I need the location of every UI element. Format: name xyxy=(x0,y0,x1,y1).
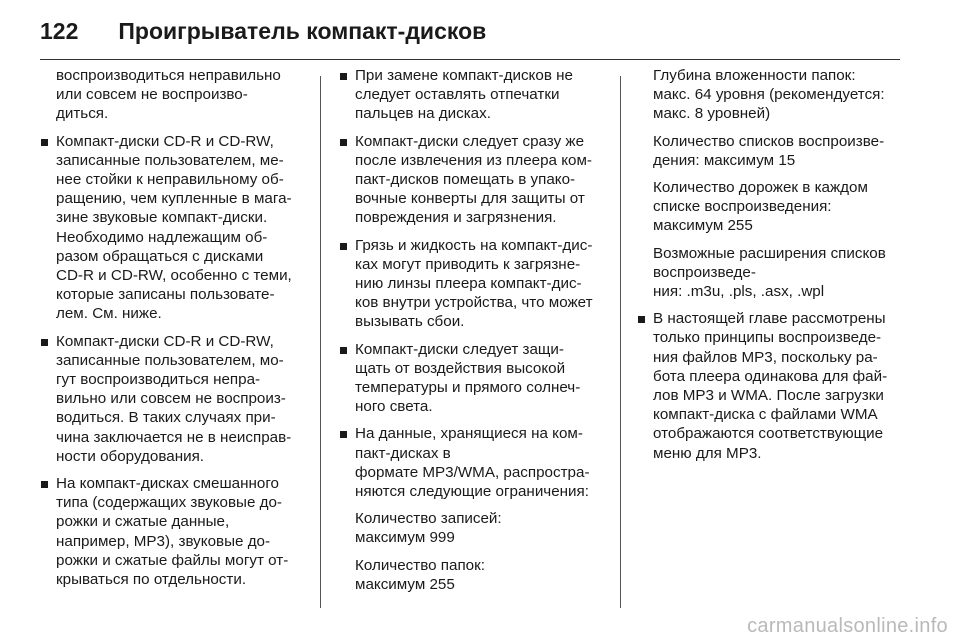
list-item: Компакт-диски следует сразу же после извлечения из плеера ком- пакт-дисков помещать в упако- вочные конверты для защиты от повреждения и загрязнения. xyxy=(339,132,595,228)
column-3 xyxy=(637,66,893,471)
limit-tracks-per-playlist: Количество дорожек в каждом списке воспроизведения: максимум 255 xyxy=(653,179,868,235)
list-item: На компакт-дисках смешанного типа (содержащих звуковые до- рожки и сжатые данные, например, MP3), звуковые до- рожки и сжатые файлы могут от- крываться по отдельности. xyxy=(40,474,296,589)
header-rule xyxy=(40,59,900,60)
page-number: 122 xyxy=(40,17,79,44)
page-header xyxy=(40,14,486,48)
list-item: Компакт-диски CD-R и CD-RW, записанные пользователем, ме- нее стойки к неправильному об- ращению, чем купленные в мага- зине звуковые компакт-диски. Необходимо надлежащим об- разом обращаться с дисками CD-R и CD-RW, особенно с теми, которые записаны пользовате- лем. См. ниже. xyxy=(40,132,296,324)
limit-folder-depth: Глубина вложенности папок: макс. 64 уровня (рекомендуется: макс. 8 уровней) xyxy=(653,67,885,123)
column-2 xyxy=(339,66,595,602)
column-divider-2 xyxy=(620,76,621,608)
limit-folders: Количество папок: максимум 255 xyxy=(355,556,485,593)
watermark: carmanualsonline.info xyxy=(747,615,948,637)
bullet-list xyxy=(339,66,595,594)
limit-records: Количество записей: максимум 999 xyxy=(355,510,502,547)
bullet-list xyxy=(40,132,296,590)
bullet-list xyxy=(637,309,893,463)
playlist-extensions: Возможные расширения списков воспроизведе- ния: .m3u, .pls, .asx, .wpl xyxy=(653,244,886,301)
list-item: На данные, хранящиеся на ком- пакт-дисках в формате MP3/WMA, распростра- няются следующие ограничения: Количество записей: максимум 999 Количество папок: максимум 255 xyxy=(339,424,595,594)
list-item: Компакт-диски CD-R и CD-RW, записанные пользователем, мо- гут воспроизводиться непра- вильно или совсем не воспроиз- водиться. В таких случаях при- чина заключается не в неисправ- ности оборудования. xyxy=(40,332,296,466)
list-item: Грязь и жидкость на компакт-дис- ках могут приводить к загрязне- нию линзы плеера компакт-дис- ков внутри устройства, что может вызывать сбои. xyxy=(339,236,595,332)
limit-playlists: Количество списков воспроизве- дения: максимум 15 xyxy=(653,132,885,169)
continuation-paragraph: воспроизводиться неправильно или совсем не воспроизво- диться. xyxy=(56,67,281,123)
list-item: В настоящей главе рассмотрены только принципы воспроизведе- ния файлов MP3, поскольку ра- бота плеера одинакова для фай- лов MP3 и WMA. После загрузки компакт-диска с файлами WMA отображаются соответствующие меню для MP3. xyxy=(637,309,893,463)
column-divider-1 xyxy=(320,76,321,608)
column-1 xyxy=(40,66,296,597)
list-item: Компакт-диски следует защи- щать от воздействия высокой температуры и прямого солнеч- ного света. xyxy=(339,340,595,417)
page-title: Проигрыватель компакт-дисков xyxy=(118,17,487,44)
list-item: При замене компакт-дисков не следует оставлять отпечатки пальцев на дисках. xyxy=(339,66,595,124)
